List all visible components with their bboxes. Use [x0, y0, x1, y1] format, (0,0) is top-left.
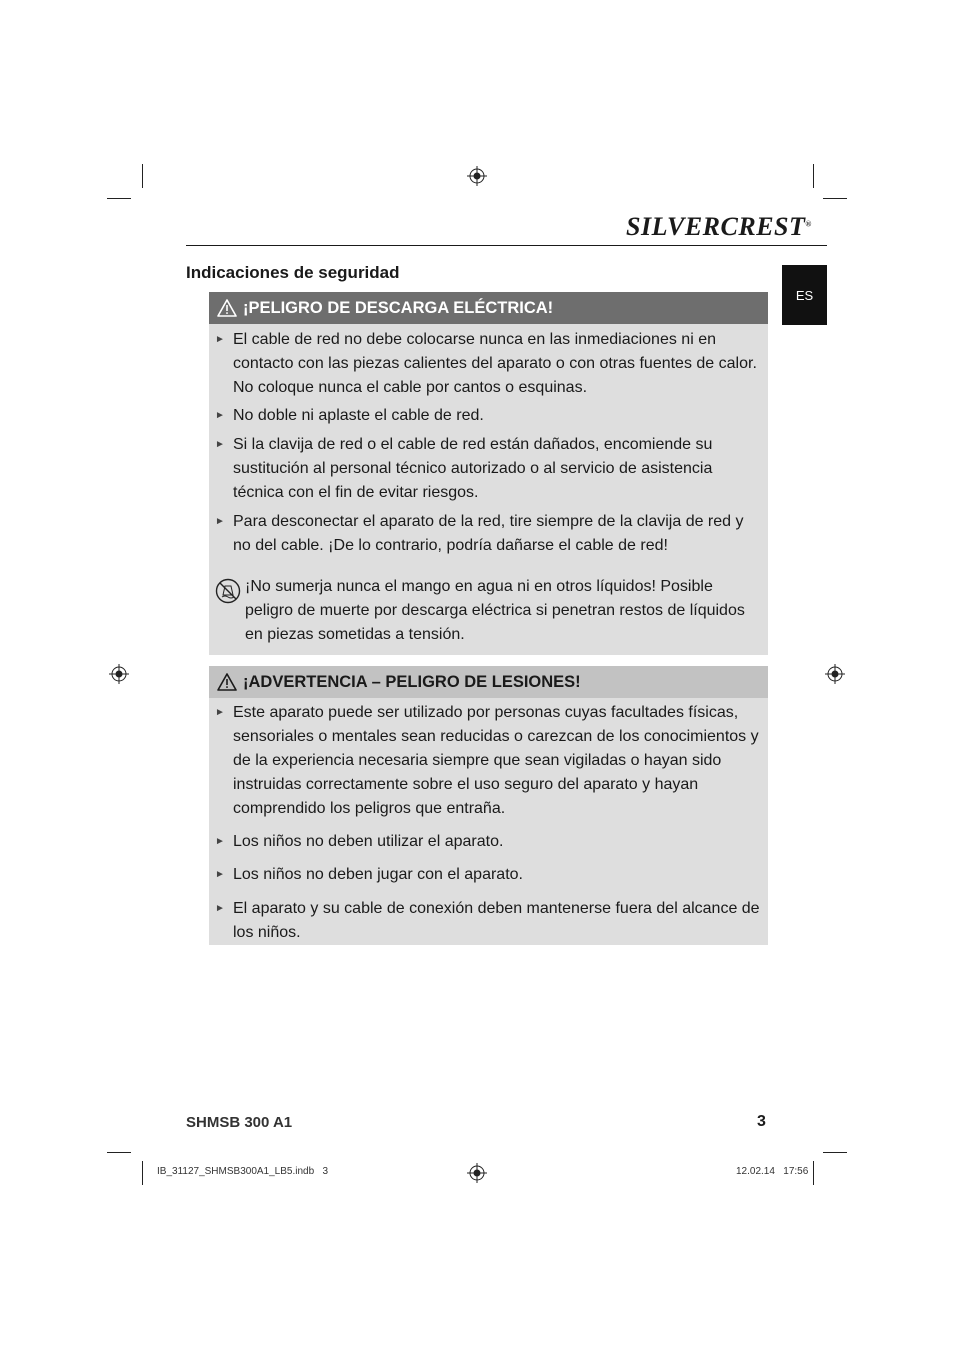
- list-item-text: Los niños no deben utilizar el aparato.: [233, 833, 504, 850]
- logo-part-2: CREST: [720, 212, 806, 241]
- bullet-arrow-icon: ►: [215, 516, 225, 527]
- list-item: [215, 510, 763, 558]
- crop-mark: [142, 164, 143, 188]
- crop-mark: [107, 1152, 131, 1153]
- registration-mark-icon: [825, 664, 845, 684]
- print-slug-file: IB_31127_SHMSB300A1_LB5.indb 3: [157, 1166, 329, 1177]
- bullet-arrow-icon: ►: [215, 410, 225, 421]
- bullet-arrow-icon: ►: [215, 836, 225, 847]
- bullet-arrow-icon: ►: [215, 334, 225, 345]
- warning-heading: [209, 666, 768, 698]
- registration-mark-icon: [109, 664, 129, 684]
- bullet-arrow-icon: ►: [215, 869, 225, 880]
- list-item-text: Para desconectar el aparato de la red, tire siempre de la clavija de red y no del cable. ¡De lo contrario, podría dañarse el cable de red!: [233, 513, 744, 554]
- crop-mark: [823, 198, 847, 199]
- model-number: SHMSB 300 A1: [186, 1114, 293, 1131]
- registration-mark-icon: [467, 166, 487, 186]
- header-rule: [186, 245, 827, 246]
- immersion-note: ¡No sumerja nunca el mango en agua ni en otros líquidos! Posible peligro de muerte por descarga eléctrica si penetran restos de líquidos en piezas sometidas a tensión.: [245, 578, 745, 643]
- list-item: [215, 897, 763, 945]
- no-immersion-icon: [215, 578, 241, 604]
- list-item: [215, 404, 763, 428]
- crop-mark: [813, 1161, 814, 1185]
- crop-mark: [107, 198, 131, 199]
- warning-box-injury: [209, 666, 768, 945]
- list-item: [215, 863, 763, 887]
- crop-mark: [823, 1152, 847, 1153]
- crop-mark: [813, 164, 814, 188]
- list-item: [215, 328, 763, 400]
- logo-registered: ®: [805, 219, 812, 229]
- brand-logo: [626, 212, 812, 242]
- warning-heading-text: ¡PELIGRO DE DESCARGA ELÉCTRICA!: [243, 298, 554, 317]
- logo-part-1: SILVER: [626, 212, 721, 241]
- warning-triangle-icon: [217, 299, 237, 317]
- language-tab: [782, 265, 827, 325]
- list-item-text: No doble ni aplaste el cable de red.: [233, 407, 484, 424]
- warning-triangle-icon: [217, 673, 237, 691]
- list-item: [215, 830, 763, 854]
- list-item-text: Este aparato puede ser utilizado por personas cuyas facultades físicas, sensoriales o mentales sean reducidas o carezcan de los conocimientos y de la experiencia necesaria siempre que sean vigiladas o hayan sido instruidas correctamente sobre el uso seguro del aparato y hayan comprendido los peligros que entraña.: [233, 704, 759, 817]
- warning-box-electric: [209, 292, 768, 655]
- list-item-text: Los niños no deben jugar con el aparato.: [233, 866, 523, 883]
- list-item-text: El cable de red no debe colocarse nunca en las inmediaciones ni en contacto con las piezas calientes del aparato o con otras fuentes de calor. No coloque nunca el cable por cantos o esquinas.: [233, 331, 757, 396]
- warning-heading-text: ¡ADVERTENCIA – PELIGRO DE LESIONES!: [243, 672, 581, 691]
- print-slug-date: 12.02.14 17:56: [736, 1166, 809, 1177]
- section-title: Indicaciones de seguridad: [186, 263, 400, 282]
- warning-heading: [209, 292, 768, 324]
- crop-mark: [142, 1161, 143, 1185]
- list-item: [215, 701, 763, 821]
- bullet-arrow-icon: ►: [215, 439, 225, 450]
- list-item-text: Si la clavija de red o el cable de red están dañados, encomiende su sustitución al personal técnico autorizado o al servicio de asistencia técnica con el fin de evitar riesgos.: [233, 436, 713, 501]
- list-item: [215, 433, 763, 505]
- page-number: 3: [757, 1113, 766, 1130]
- registration-mark-icon: [467, 1163, 487, 1183]
- bullet-arrow-icon: ►: [215, 707, 225, 718]
- list-item-text: El aparato y su cable de conexión deben mantenerse fuera del alcance de los niños.: [233, 900, 760, 941]
- language-tab-label: ES: [795, 287, 814, 303]
- bullet-arrow-icon: ►: [215, 903, 225, 914]
